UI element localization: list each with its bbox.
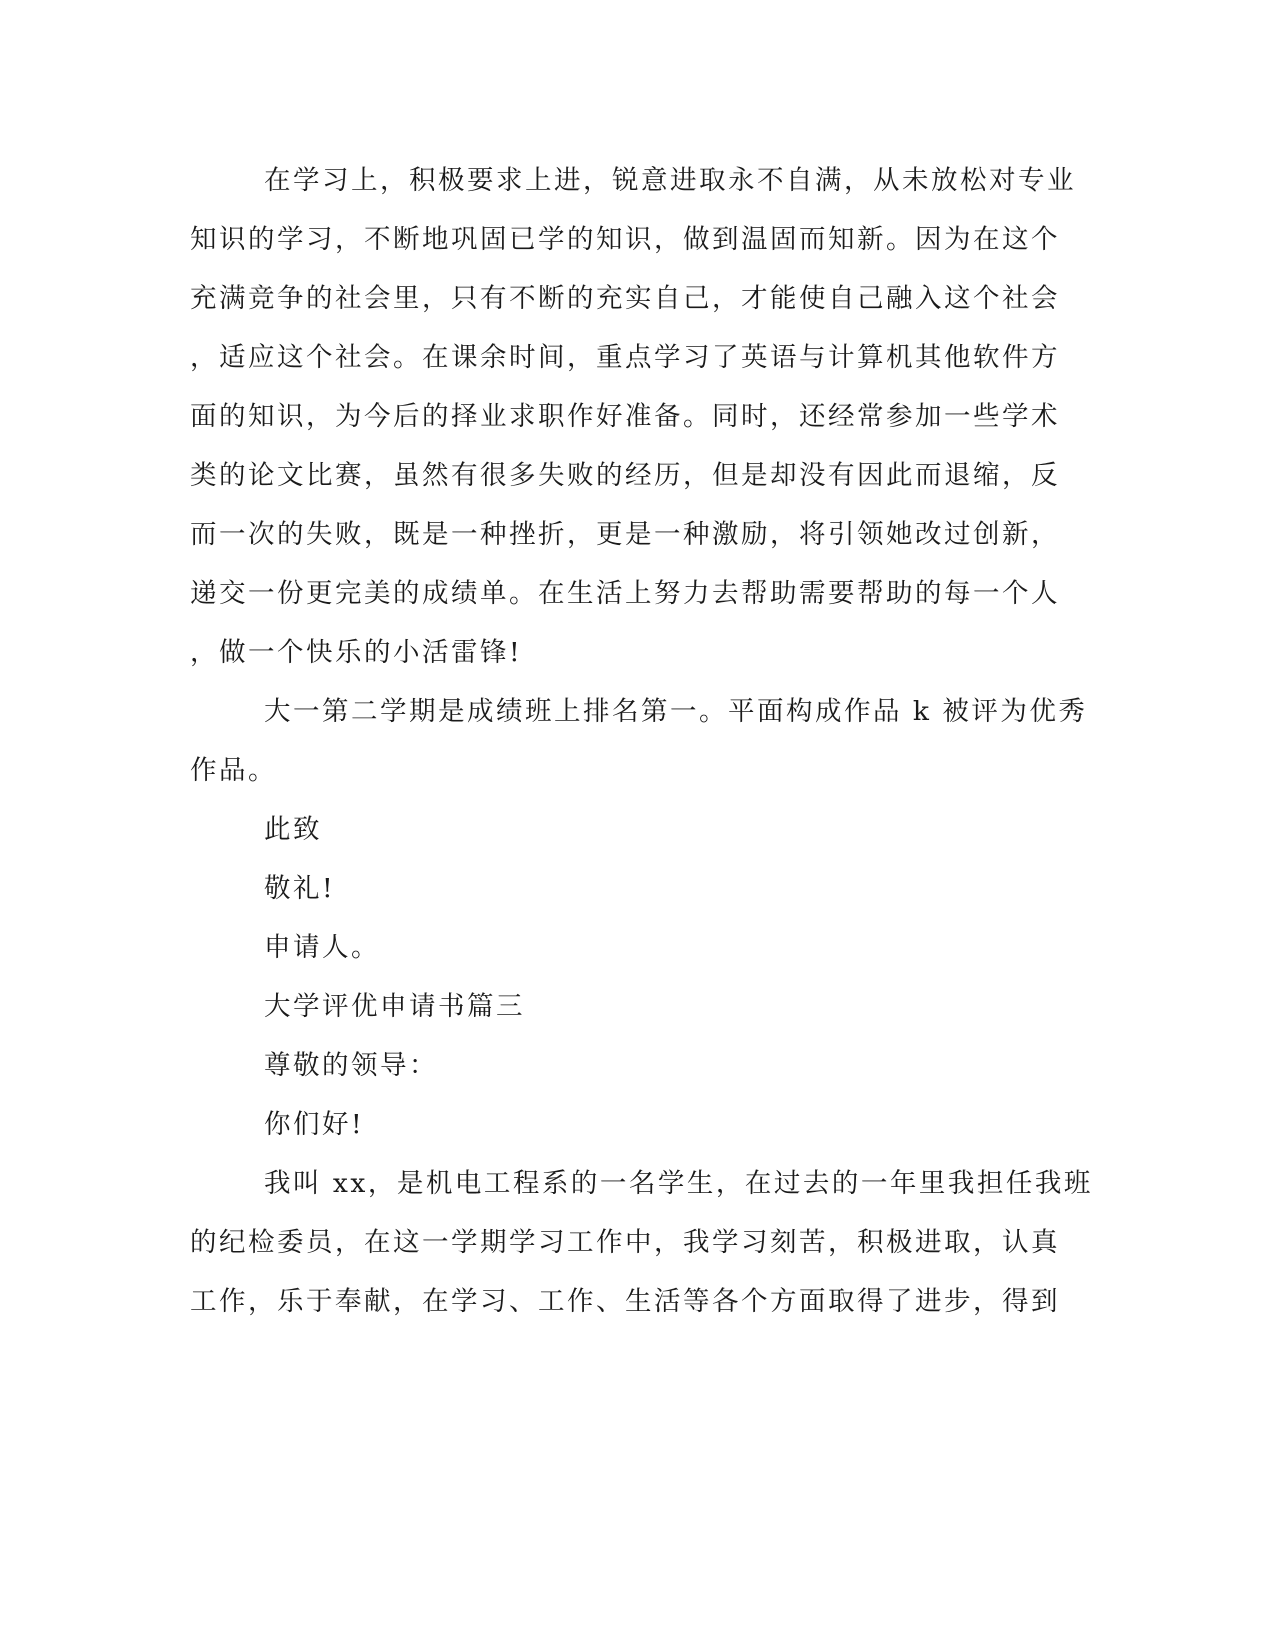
- closing-salutation: 此致: [264, 814, 322, 845]
- paragraph-line: ，做一个快乐的小活雷锋!: [190, 637, 523, 668]
- paragraph-line: 递交一份更完美的成绩单。在生活上努力去帮助需要帮助的每一个人: [190, 578, 1060, 609]
- paragraph-line: 工作，乐于奉献，在学习、工作、生活等各个方面取得了进步，得到: [190, 1286, 1060, 1317]
- closing-regards: 敬礼!: [264, 873, 336, 904]
- greeting-line: 尊敬的领导：: [264, 1050, 438, 1081]
- paragraph-line: 在学习上，积极要求上进，锐意进取永不自满，从未放松对专业: [264, 165, 1076, 196]
- paragraph-line: 而一次的失败，既是一种挫折，更是一种激励，将引领她改过创新，: [190, 519, 1060, 550]
- paragraph-line: 的纪检委员，在这一学期学习工作中，我学习刻苦，积极进取，认真: [190, 1227, 1060, 1258]
- paragraph-line: 充满竞争的社会里，只有不断的充实自己，才能使自己融入这个社会: [190, 283, 1060, 314]
- paragraph-line: ，适应这个社会。在课余时间，重点学习了英语与计算机其他软件方: [190, 342, 1060, 373]
- paragraph-line: 类的论文比赛，虽然有很多失败的经历，但是却没有因此而退缩，反: [190, 460, 1060, 491]
- paragraph-line: 知识的学习，不断地巩固已学的知识，做到温固而知新。因为在这个: [190, 224, 1060, 255]
- section-heading: 大学评优申请书篇三: [264, 991, 525, 1022]
- paragraph-line: 作品。: [190, 755, 277, 786]
- paragraph-line: 大一第二学期是成绩班上排名第一。平面构成作品 k 被评为优秀: [264, 696, 1088, 727]
- applicant-line: 申请人。: [264, 932, 380, 963]
- paragraph-line: 我叫 xx，是机电工程系的一名学生，在过去的一年里我担任我班: [264, 1168, 1093, 1199]
- paragraph-line: 面的知识，为今后的择业求职作好准备。同时，还经常参加一些学术: [190, 401, 1060, 432]
- greeting-line: 你们好!: [264, 1109, 365, 1140]
